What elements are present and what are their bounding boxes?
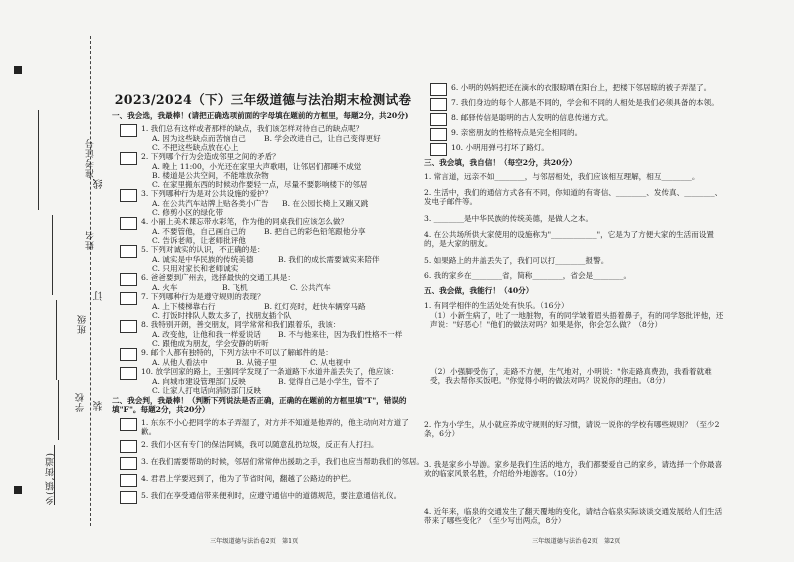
- option: B. 学会改进自己，让自己变得更好: [264, 134, 381, 143]
- binding-mark: 装: [94, 400, 105, 411]
- fill-item: 2. 生活中，我们的通信方式各有不同，你知道的有寄信、________、发传真、________、发电子邮件等。: [424, 188, 723, 207]
- answer-box[interactable]: [120, 440, 137, 453]
- option: B. 在公园长椅上又蹦又跳: [282, 199, 369, 208]
- option: A. 在公共汽车站牌上贴各类小广告: [152, 199, 269, 208]
- answer-box[interactable]: [430, 98, 447, 111]
- town-label: 乡(镇,街道): [46, 452, 56, 505]
- question: 10. 放学回家的路上，王强同学发现了一条道路下水道井盖丢失了，他应该：: [120, 367, 399, 380]
- exam-title: 2023/2024（下）三年级道德与法治期末检测试卷: [114, 92, 412, 107]
- judgement-item: 3. 在我们需要帮助的时候，邻居们常常伸出援助之手，我们也应当帮助我们的邻居。: [120, 457, 424, 470]
- judgement-item: 9. 亲密朋友的性格特点是完全相同的。: [430, 128, 582, 141]
- exam-number-label: 准考证号: [86, 138, 96, 178]
- answer-box[interactable]: [120, 124, 137, 137]
- option: C. 告诉老师，让老师批评他: [152, 236, 246, 245]
- judgement-item: 4. 君君上学要迟到了，他为了节省时间，翻越了公路边的护栏。: [120, 474, 356, 487]
- option: C. 打饭时排队人数太多了，找朋友插个队: [152, 311, 292, 320]
- option: A. 晚上 11:00，小光还在家里大声歌唱，让邻居们都睡不成觉: [152, 162, 362, 171]
- page-left: [112, 0, 425, 562]
- answer-box[interactable]: [120, 474, 137, 487]
- answer-box[interactable]: [120, 217, 137, 230]
- option: C. 不把这些缺点放在心上: [152, 143, 239, 152]
- answer-box[interactable]: [120, 189, 137, 202]
- option: B. 把自己的彩色铅笔跟他分享: [264, 227, 366, 236]
- answer-box[interactable]: [120, 273, 137, 286]
- cut-line: [90, 36, 91, 526]
- judgement-item: 7. 我们身边的每个人都是不同的，学会和不同的人相处是我们必须具备的本领。: [430, 98, 719, 111]
- binding-strip: [0, 0, 110, 562]
- school-label: 学校: [76, 392, 86, 412]
- answer-box[interactable]: [430, 83, 447, 96]
- answer-box[interactable]: [120, 457, 137, 470]
- option: B. 觉得自己是小学生，管不了: [278, 377, 380, 386]
- answer-box[interactable]: [120, 152, 137, 165]
- judgement-item: 2. 我们小区有专门的保洁阿姨，我可以随意乱扔垃圾，反正有人打扫。: [120, 440, 378, 453]
- essay-question: 1. 有同学相伴的生活处处有快乐。（16分）: [424, 301, 569, 310]
- essay-question: 3. 我是家乡小导游。家乡是我们生活的地方，我们都要爱自己的家乡，请选择一个你最喜欢的临家风景名胜，介绍给外地游客。（10分）: [424, 460, 723, 479]
- option: B. 我们的成长需要诚实来陪伴: [278, 255, 380, 264]
- judgement-item: 1. 东东不小心把同学的本子弄湿了，对方并不知道是他弄的，他主动向对方道了歉。: [120, 418, 417, 437]
- option: C. 从电视中: [310, 358, 351, 367]
- answer-box[interactable]: [120, 320, 137, 333]
- section-2-heading: 二、我会判，我最棒！（判断下列说法是否正确，正确的在题前的方框里填"T"，错误的填"F"。每题2分，共20分）: [112, 396, 407, 415]
- essay-question: 2. 作为小学生，从小就应养成守规则的好习惯，请说一说你的学校有哪些规则？（至少2条，6分）: [424, 420, 720, 439]
- question: 8. 我特别开朗，善交朋友，同学常常和我们跟着乐，我该：: [120, 320, 341, 333]
- option: B. 不与他来往，因为我们性格不一样: [278, 330, 403, 339]
- binding-mark: 订: [94, 290, 105, 301]
- essay-subquestion: （2）小强脚受伤了，走路不方便，生气地对，小明说："你走路真费劲，我看着就难受，我去帮你买饭吧。"你觉得小明的做法对吗？说说你的理由。（8分）: [430, 367, 712, 386]
- question: 4. 小丽上美术课忘带水彩笔，作为他的同桌我们应该怎么做？: [120, 217, 348, 230]
- page-footer: 三年级道德与法治卷2页 第1页: [210, 538, 299, 546]
- option: C. 在家里搬东西的时候动作要轻一点，尽量不要影响楼下的邻居: [152, 180, 368, 189]
- option: A. 从他人看法中: [152, 358, 208, 367]
- option: B. 红灯亮时，赶快车辆穿马路: [264, 302, 366, 311]
- answer-box[interactable]: [120, 491, 137, 504]
- fill-item: 5. 如果路上的井盖丢失了，我们可以打________报警。: [424, 256, 609, 265]
- option: A. 诚实是中华民族的传统美德: [152, 255, 254, 264]
- option: C. 公共汽车: [290, 283, 331, 292]
- answer-box[interactable]: [120, 418, 137, 431]
- answer-box[interactable]: [430, 143, 447, 156]
- answer-box[interactable]: [120, 292, 137, 305]
- question: 5. 下列对诚实的认识，不正确的是：: [120, 245, 265, 258]
- section-3-heading: 三、我会填，我自信！（每空2分，共20分）: [424, 158, 577, 167]
- fill-item: 3. ________是中华民族的传统美德，是做人之本。: [424, 214, 594, 223]
- essay-subquestion: （1）小新生病了，吐了一地脏物，有的同学皱着眉头捂着鼻子，有的同学怒批评他，还声说："好恶心！"他们的做法对吗？如果是你，你会怎么做？（8分）: [430, 311, 724, 330]
- name-label: 姓名: [86, 230, 96, 250]
- option: A. 因为这些缺点而苦恼自己: [152, 134, 246, 143]
- option: B. 楼道是公共空间，不能堆放杂物: [152, 171, 269, 180]
- field-line: [56, 300, 57, 380]
- essay-question: 4. 近年来，临泉的交通发生了翻天覆地的变化，请结合临泉实际谈谈交通发展给人们生活带来了哪些变化？（至少写出两点，8分）: [424, 507, 723, 526]
- option: C. 只用对家长和老师诚实: [152, 264, 239, 273]
- answer-box[interactable]: [120, 348, 137, 361]
- question: 3. 下列哪种行为是对公共设施的爱护？: [120, 189, 272, 202]
- registration-mark: [14, 66, 22, 74]
- option: C. 跟他成为朋友，学会安静的听听: [152, 339, 269, 348]
- fill-item: 1. 常言道，远亲不如________，与邻居相处，我们应该相互理解，相互________。: [424, 172, 700, 181]
- answer-box[interactable]: [430, 113, 447, 126]
- section-1-heading: 一、我会选，我最棒！(请把正确选项前面的字母填在题前的方框里，每题2分，共20分): [112, 111, 409, 120]
- judgement-item: 5. 我们在享受通信带来便利时，应遵守通信中的道德规范，要注意通信礼仪。: [120, 491, 401, 504]
- option: A. 上下楼梯靠右行: [152, 302, 216, 311]
- registration-mark: [14, 486, 22, 494]
- page-footer: 三年级道德与法治卷2页 第2页: [532, 538, 621, 546]
- fill-item: 6. 我的家乡在________省，简称________，省会是________。: [424, 271, 632, 280]
- class-label: 班级: [78, 314, 88, 334]
- judgement-item: 10. 小明用弹弓打坏了路灯。: [430, 143, 549, 156]
- option: A. 不要管他，自己画自己的: [152, 227, 246, 236]
- option: B. 从镜子里: [236, 358, 277, 367]
- question: 7. 下列哪种行为是遵守规则的表现？: [120, 292, 265, 305]
- field-line: [38, 110, 39, 210]
- line-mark: 线: [94, 178, 105, 189]
- judgement-item: 6. 小明的妈妈把还在滴水的衣服晾晒在阳台上，把楼下邻居晾的被子弄湿了。: [430, 83, 711, 96]
- fill-item: 4. 在公共场所供大家使用的设施称为"____________"，它是为了方便大家的生活而设置的，是大家的朋友。: [424, 230, 715, 249]
- field-line: [52, 215, 53, 295]
- question: 6. 爸爸要到广州去，选择最快的交通工具是：: [120, 273, 295, 286]
- judgement-item: 8. 邮驿传信是聪明的古人发明的信息传递方式。: [430, 113, 613, 126]
- option: A. 改变他，让他和我一样爱说话: [152, 330, 262, 339]
- answer-box[interactable]: [430, 128, 447, 141]
- option: A. 向城市建设管理部门反映: [152, 377, 246, 386]
- option: B. 飞机: [222, 283, 248, 292]
- question: 9. 邮个人都有独特的，下列方法中不可以了解邮件的是：: [120, 348, 333, 361]
- answer-box[interactable]: [120, 367, 137, 380]
- question: 1. 我们总有这样或者那样的缺点，我们该怎样对待自己的缺点呢？: [120, 124, 363, 137]
- section-5-heading: 五、我会做，我能行！（40分）: [424, 286, 534, 295]
- page-right: [420, 0, 792, 562]
- option: C. 让家人打电话向消防部门反映: [152, 386, 262, 395]
- answer-box[interactable]: [120, 245, 137, 258]
- option: C. 修剪小区的绿化带: [152, 208, 224, 217]
- field-line: [58, 380, 59, 440]
- option: A. 火车: [152, 283, 178, 292]
- question: 2. 下列哪个行为会造成邻里之间的矛盾？: [120, 152, 280, 165]
